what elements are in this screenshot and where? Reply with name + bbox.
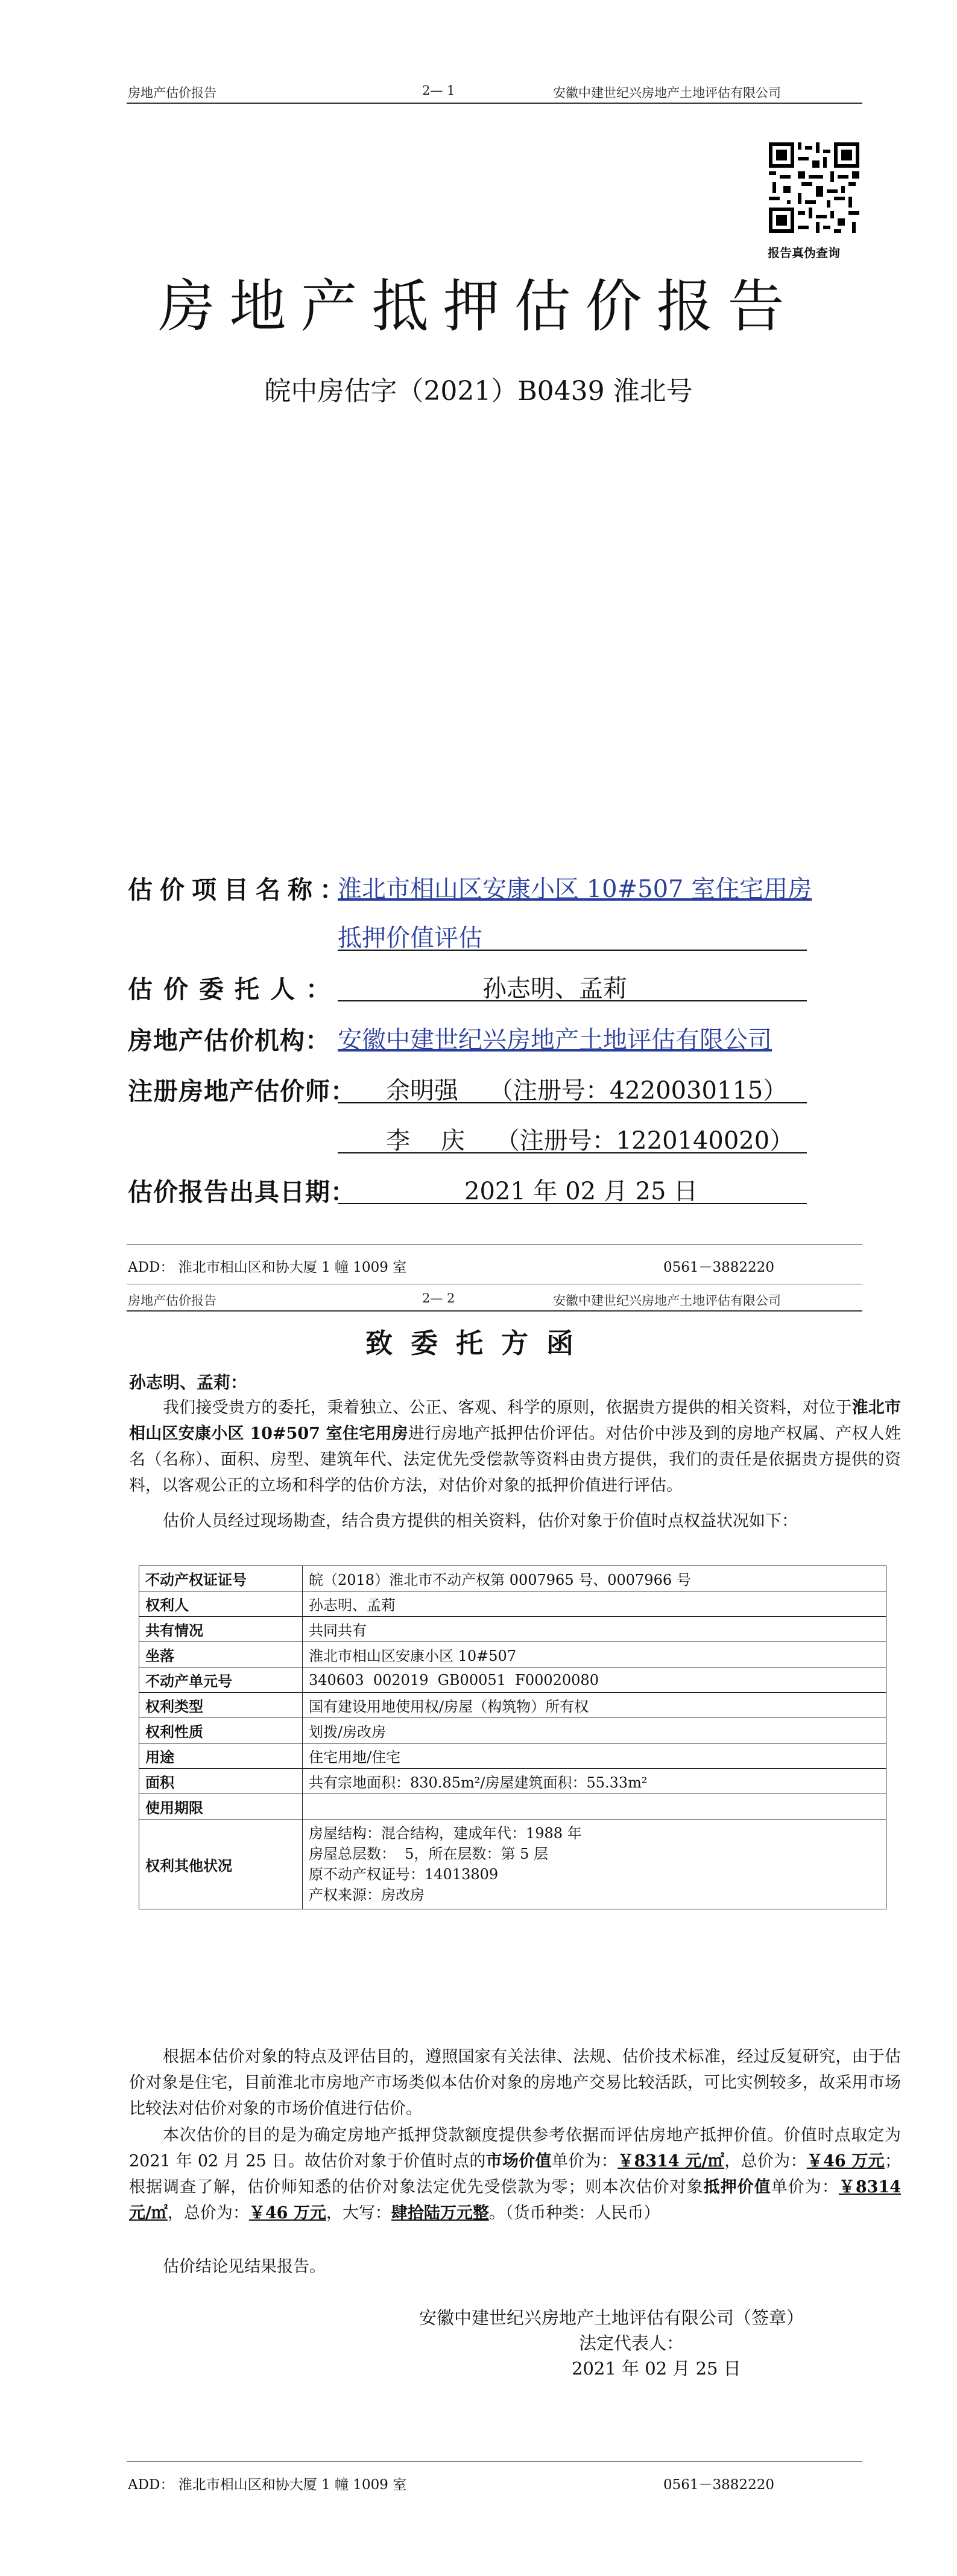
footer-rule	[127, 1244, 862, 1245]
client-value: 孙志明、孟莉	[482, 975, 627, 1003]
client-label: 估价委托人：	[128, 975, 341, 1004]
table-value: 住宅用地/住宅	[303, 1743, 886, 1769]
table-value-other	[303, 1819, 886, 1909]
table-row	[139, 1819, 886, 1909]
table-row	[139, 1693, 886, 1718]
header-page-number: 2— 1	[422, 83, 455, 98]
table-row	[139, 1743, 886, 1769]
other-line: 产权来源：房改房	[309, 1886, 425, 1903]
table-value: 340603 002019 GB00051 F00020080	[303, 1667, 886, 1693]
table-row	[139, 1642, 886, 1667]
other-line: 房屋总层数： 5，所在层数：第 5 层	[309, 1845, 549, 1862]
paragraph-intro: 我们接受贵方的委托，秉着独立、公正、客观、科学的原则，依据贵方提供的相关资料，对位于淮北市相山区安康小区 10#507 室住宅用房进行房地产抵押估价评估。对估价中涉及到的房地产权属、产权人姓名（名称）、面积、房型、建筑年代、法定优先受偿款等资料由贵方提供，我们的责任是依据贵方提供的资料，以客观公正的立场和科学的估价方法，对估价对象的抵押价值进行评估。	[129, 1398, 902, 1495]
signature-date: 2021 年 02 月 25 日	[572, 2358, 741, 2379]
table-value: 孙志明、孟莉	[303, 1591, 886, 1617]
table-key: 权利性质	[139, 1718, 303, 1743]
property-rights-table	[139, 1566, 886, 1909]
appraiser-label: 注册房地产估价师：	[128, 1077, 356, 1106]
table-key: 权利类型	[139, 1693, 303, 1718]
table-value: 国有建设用地使用权/房屋（构筑物）所有权	[303, 1693, 886, 1718]
table-key: 权利人	[139, 1591, 303, 1617]
table-value: 淮北市相山区安康小区 10#507	[303, 1642, 886, 1667]
table-key: 面积	[139, 1769, 303, 1794]
paragraph-conclusion: 估价结论见结果报告。	[163, 2257, 326, 2276]
footer-phone: 0561－3882220	[663, 2477, 774, 2493]
footer-phone: 0561－3882220	[663, 1260, 774, 1275]
signature-legal-rep: 法定代表人：	[579, 2333, 684, 2353]
project-name-value-line2: 抵押价值评估	[338, 924, 482, 952]
other-line: 原不动产权证号：14013809	[309, 1866, 499, 1883]
table-key: 不动产权证证号	[139, 1566, 303, 1591]
header-right: 安徽中建世纪兴房地产土地评估有限公司	[553, 86, 781, 100]
agency-value: 安徽中建世纪兴房地产土地评估有限公司	[338, 1026, 772, 1054]
qr-code-icon[interactable]	[769, 142, 859, 233]
header-left: 房地产估价报告	[128, 86, 216, 100]
salutation: 孙志明、孟莉：	[129, 1372, 248, 1392]
table-row	[139, 1617, 886, 1642]
table-row	[139, 1718, 886, 1743]
report-title: 房地产抵押估价报告	[158, 274, 799, 340]
table-value	[303, 1794, 886, 1819]
paragraph-valuation: 本次估价的目的是为确定房地产抵押贷款额度提供参考依据而评估房地产抵押价值。价值时点取定为 2021 年 02 月 25 日。故估价对象于价值时点的市场价值单价为：￥8314 元/㎡，总价为：￥46 万元；根据调查了解，估价师知悉的估价对象法定优先受偿款为零；则本次估价对象抵押价值单价为：￥8314 元/㎡，总价为：￥46 万元，大写：肆拾陆万元整。（货币种类：人民币）	[129, 2126, 902, 2222]
header-right: 安徽中建世纪兴房地产土地评估有限公司	[553, 1293, 781, 1308]
project-name-label: 估价项目名称：	[128, 875, 352, 904]
project-name-value: 淮北市相山区安康小区 10#507 室住宅用房	[338, 875, 812, 903]
table-row	[139, 1794, 886, 1819]
header-page-number: 2— 2	[422, 1291, 455, 1305]
project-name-underline	[338, 950, 807, 951]
footer-address: ADD： 淮北市相山区和协大厦 1 幢 1009 室	[128, 2477, 407, 2493]
table-key: 坐落	[139, 1642, 303, 1667]
appraiser-2: 李 庆 （注册号：1220140020）	[386, 1127, 794, 1155]
agency-label: 房地产估价机构：	[128, 1026, 330, 1055]
report-date-underline	[338, 1203, 807, 1204]
table-row	[139, 1566, 886, 1591]
signature-company: 安徽中建世纪兴房地产土地评估有限公司（签章）	[419, 2308, 804, 2328]
table-value: 皖（2018）淮北市不动产权第 0007965 号、0007966 号	[303, 1566, 886, 1591]
header-rule	[127, 1310, 862, 1312]
appraiser-1: 余明强 （注册号：4220030115）	[386, 1077, 788, 1105]
table-key: 权利其他状况	[139, 1819, 303, 1909]
table-value: 划拨/房改房	[303, 1718, 886, 1743]
header-rule	[127, 103, 862, 104]
table-row	[139, 1667, 886, 1693]
table-key: 用途	[139, 1743, 303, 1769]
other-line: 房屋结构：混合结构，建成年代：1988 年	[309, 1825, 582, 1842]
qr-caption: 报告真伪查询	[768, 246, 840, 260]
appraiser-2-underline	[338, 1152, 807, 1153]
table-key: 使用期限	[139, 1794, 303, 1819]
client-underline	[338, 1000, 807, 1001]
header-left: 房地产估价报告	[128, 1293, 216, 1308]
paragraph-method: 根据本估价对象的特点及评估目的，遵照国家有关法律、法规、估价技术标准，经过反复研究，由于估价对象是住宅，目前淮北市房地产市场类似本估价对象的房地产交易比较活跃，可比实例较多，故采用市场比较法对估价对象的市场价值进行估价。	[129, 2048, 901, 2118]
appraiser-1-underline	[338, 1102, 807, 1103]
footer-address: ADD： 淮北市相山区和协大厦 1 幢 1009 室	[128, 1260, 407, 1275]
table-key: 不动产单元号	[139, 1667, 303, 1693]
table-key: 共有情况	[139, 1617, 303, 1642]
paragraph-survey: 估价人员经过现场勘查，结合贵方提供的相关资料，估价对象于价值时点权益状况如下：	[163, 1512, 798, 1531]
letter-title: 致委托方函	[365, 1327, 592, 1359]
footer-rule	[127, 2461, 862, 2462]
document-number: 皖中房估字（2021）B0439 淮北号	[264, 376, 693, 407]
table-row	[139, 1769, 886, 1794]
table-row	[139, 1591, 886, 1617]
table-value: 共有宗地面积：830.85m²/房屋建筑面积：55.33m²	[303, 1769, 886, 1794]
report-date-label: 估价报告出具日期：	[128, 1178, 356, 1207]
table-value: 共同共有	[303, 1617, 886, 1642]
report-date-value: 2021 年 02 月 25 日	[464, 1178, 698, 1205]
